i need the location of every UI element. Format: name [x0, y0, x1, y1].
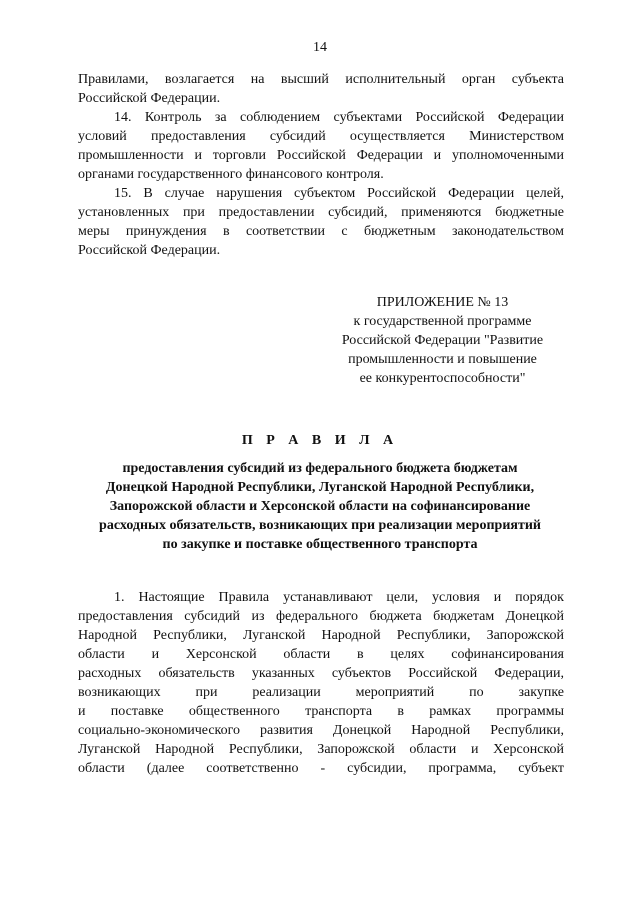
paragraph-continuation	[78, 70, 564, 108]
text-line: Российской Федерации.	[78, 91, 221, 106]
text-line: условий предоставления субсидий осуществляется Министерством	[78, 129, 564, 144]
text-line: предоставления субсидий из федерального бюджета бюджетам Донецкой	[78, 609, 564, 624]
subtitle-line: Запорожской области и Херсонской области на софинансирование	[109, 499, 531, 514]
text-line: области и Херсонской области в целях софинансирования	[78, 647, 564, 662]
text-line: Народной Республики, Луганской Народной Республики, Запорожской	[78, 628, 564, 643]
subtitle-line: расходных обязательств, возникающих при реализации мероприятий	[99, 518, 541, 533]
subtitle-line: Донецкой Народной Республики, Луганской Народной Республики,	[105, 480, 535, 495]
appendix-line: к государственной программе	[353, 314, 532, 329]
subtitle-line: по закупке и поставке общественного транспорта	[162, 537, 478, 552]
text-line: Российской Федерации.	[78, 243, 221, 258]
appendix-line: ее конкурентоспособности"	[359, 371, 526, 386]
paragraph-15	[78, 184, 564, 260]
appendix-line: ПРИЛОЖЕНИЕ № 13	[376, 295, 509, 310]
text-line: 1. Настоящие Правила устанавливают цели, условия и порядок	[114, 590, 564, 605]
document-title: П Р А В И Л А	[241, 433, 399, 448]
appendix-header	[320, 293, 565, 388]
text-line: области (далее соответственно - субсидии, программа, субъект	[78, 761, 564, 776]
appendix-line: Российской Федерации "Развитие	[341, 333, 544, 348]
text-line: расходных обязательств указанных субъектов Российской Федерации,	[78, 666, 564, 681]
text-line: социально-экономического развития Донецкой Народной Республики,	[78, 723, 564, 738]
subtitle-line: предоставления субсидий из федерального бюджета бюджетам	[122, 461, 518, 476]
document-subtitle	[70, 459, 570, 554]
text-line: и поставке общественного транспорта в рамках программы	[78, 704, 564, 719]
appendix-line: промышленности и повышение	[348, 352, 537, 367]
text-line: Правилами, возлагается на высший исполнительный орган субъекта	[78, 72, 564, 87]
text-line: возникающих при реализации мероприятий по закупке	[78, 685, 564, 700]
page-number: 14	[313, 40, 327, 55]
text-line: 15. В случае нарушения субъектом Российской Федерации целей,	[114, 186, 564, 201]
top-paragraphs	[78, 70, 564, 260]
text-line: промышленности и торговли Российской Федерации и уполномоченными	[78, 148, 564, 163]
text-line: Луганской Народной Республики, Запорожской области и Херсонской	[78, 742, 564, 757]
text-line: 14. Контроль за соблюдением субъектами Российской Федерации	[114, 110, 564, 125]
paragraph-14	[78, 108, 564, 184]
text-line: установленных при предоставлении субсидий, применяются бюджетные	[78, 205, 564, 220]
paragraph-1	[78, 588, 564, 778]
text-line: органами государственного финансового контроля.	[78, 167, 384, 182]
text-line: меры принуждения в соответствии с бюджетным законодательством	[78, 224, 564, 239]
